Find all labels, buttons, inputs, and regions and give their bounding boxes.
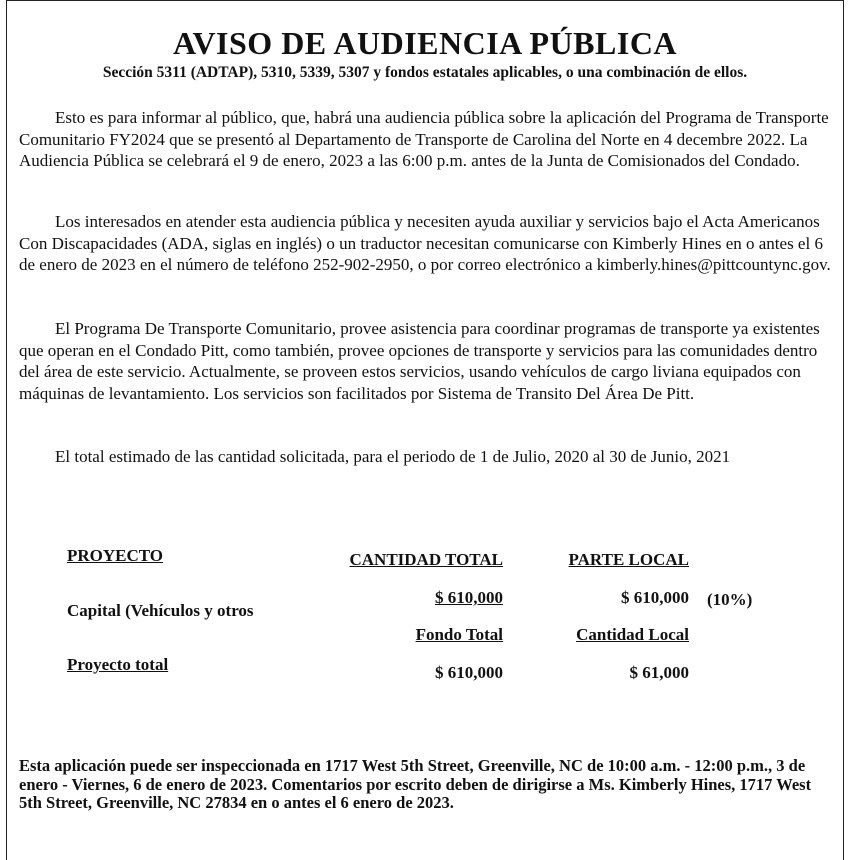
- subheader-fund-total: Fondo Total: [415, 625, 503, 644]
- capital-total-amount: $ 610,000: [435, 588, 503, 607]
- header-local-share: PARTE LOCAL: [568, 550, 689, 569]
- paragraph-text: Esto es para informar al público, que, habrá una audiencia pública sobre la aplicación del Programa de Transporte Comunitario FY2024 que se presentó al Departamento de Transporte de Carolina del Norte en 4 decembre 2022. La Audiencia Pública se celebrará el 9 de enero, 2023 a las 6:00 p.m. antes de la Junta de Comisionados del Condado.: [19, 108, 829, 170]
- total-fund-amount: $ 610,000: [435, 663, 503, 682]
- inspection-footer: Esta aplicación puede ser inspeccionada en 1717 West 5th Street, Greenville, NC de 10:00 a.m. - 12:00 p.m., 3 de enero - Viernes, 6 de enero de 2023. Comentarios por escrito deben de dirigirse a Ms. Kimberly Hines, 1717 West 5th Street, Greenville, NC 27834 en o antes el 6 enero de 2023.: [19, 756, 812, 812]
- paragraph-program-description: [19, 318, 837, 404]
- header-project: PROYECTO: [67, 546, 164, 565]
- capital-row-label: Capital (Vehículos y otros: [67, 601, 254, 620]
- total-row-label: Proyecto total: [67, 655, 169, 674]
- capital-percent: (10%): [707, 590, 753, 609]
- paragraph-text: Los interesados en atender esta audiencia pública y necesiten ayuda auxiliar y servicios bajo el Acta Americanos Con Discapacidades (ADA, siglas en inglés) o un traductor necesitan comunicarse con Kimberly Hines en o antes el 6 de enero de 2023 en el número de teléfono 252-902-2950, o por correo electrónico a kimberly.hines@pittcountync.gov.: [19, 212, 831, 274]
- subheader-local-amount: Cantidad Local: [576, 625, 689, 644]
- notice-subtitle: Sección 5311 (ADTAP), 5310, 5339, 5307 y fondos estatales aplicables, o una combinación de ellos.: [102, 64, 748, 81]
- notice-title: AVISO DE AUDIENCIA PÚBLICA: [172, 25, 678, 61]
- total-local-amount: $ 61,000: [629, 663, 689, 682]
- paragraph-estimated-total: [19, 446, 837, 468]
- paragraph-text: El Programa De Transporte Comunitario, provee asistencia para coordinar programas de transporte ya existentes que operan en el Condado Pitt, como también, provee opciones de transporte y servicios para las comunidades dentro del área de este servicio. Actualmente, se proveen estos servicios, usando vehículos de cargo liviana equipados con máquinas de levantamiento. Los servicios son facilitados por Sistema de Transito Del Área De Pitt.: [19, 319, 820, 403]
- header-total-amount: CANTIDAD TOTAL: [349, 550, 503, 569]
- paragraph-text: El total estimado de las cantidad solicitada, para el periodo de 1 de Julio, 2020 al 30 de Junio, 2021: [55, 447, 731, 466]
- public-notice: [6, 0, 844, 860]
- paragraph-ada-contact: [19, 211, 837, 276]
- capital-local-share: $ 610,000: [621, 588, 689, 607]
- paragraph-hearing-info: [19, 107, 837, 172]
